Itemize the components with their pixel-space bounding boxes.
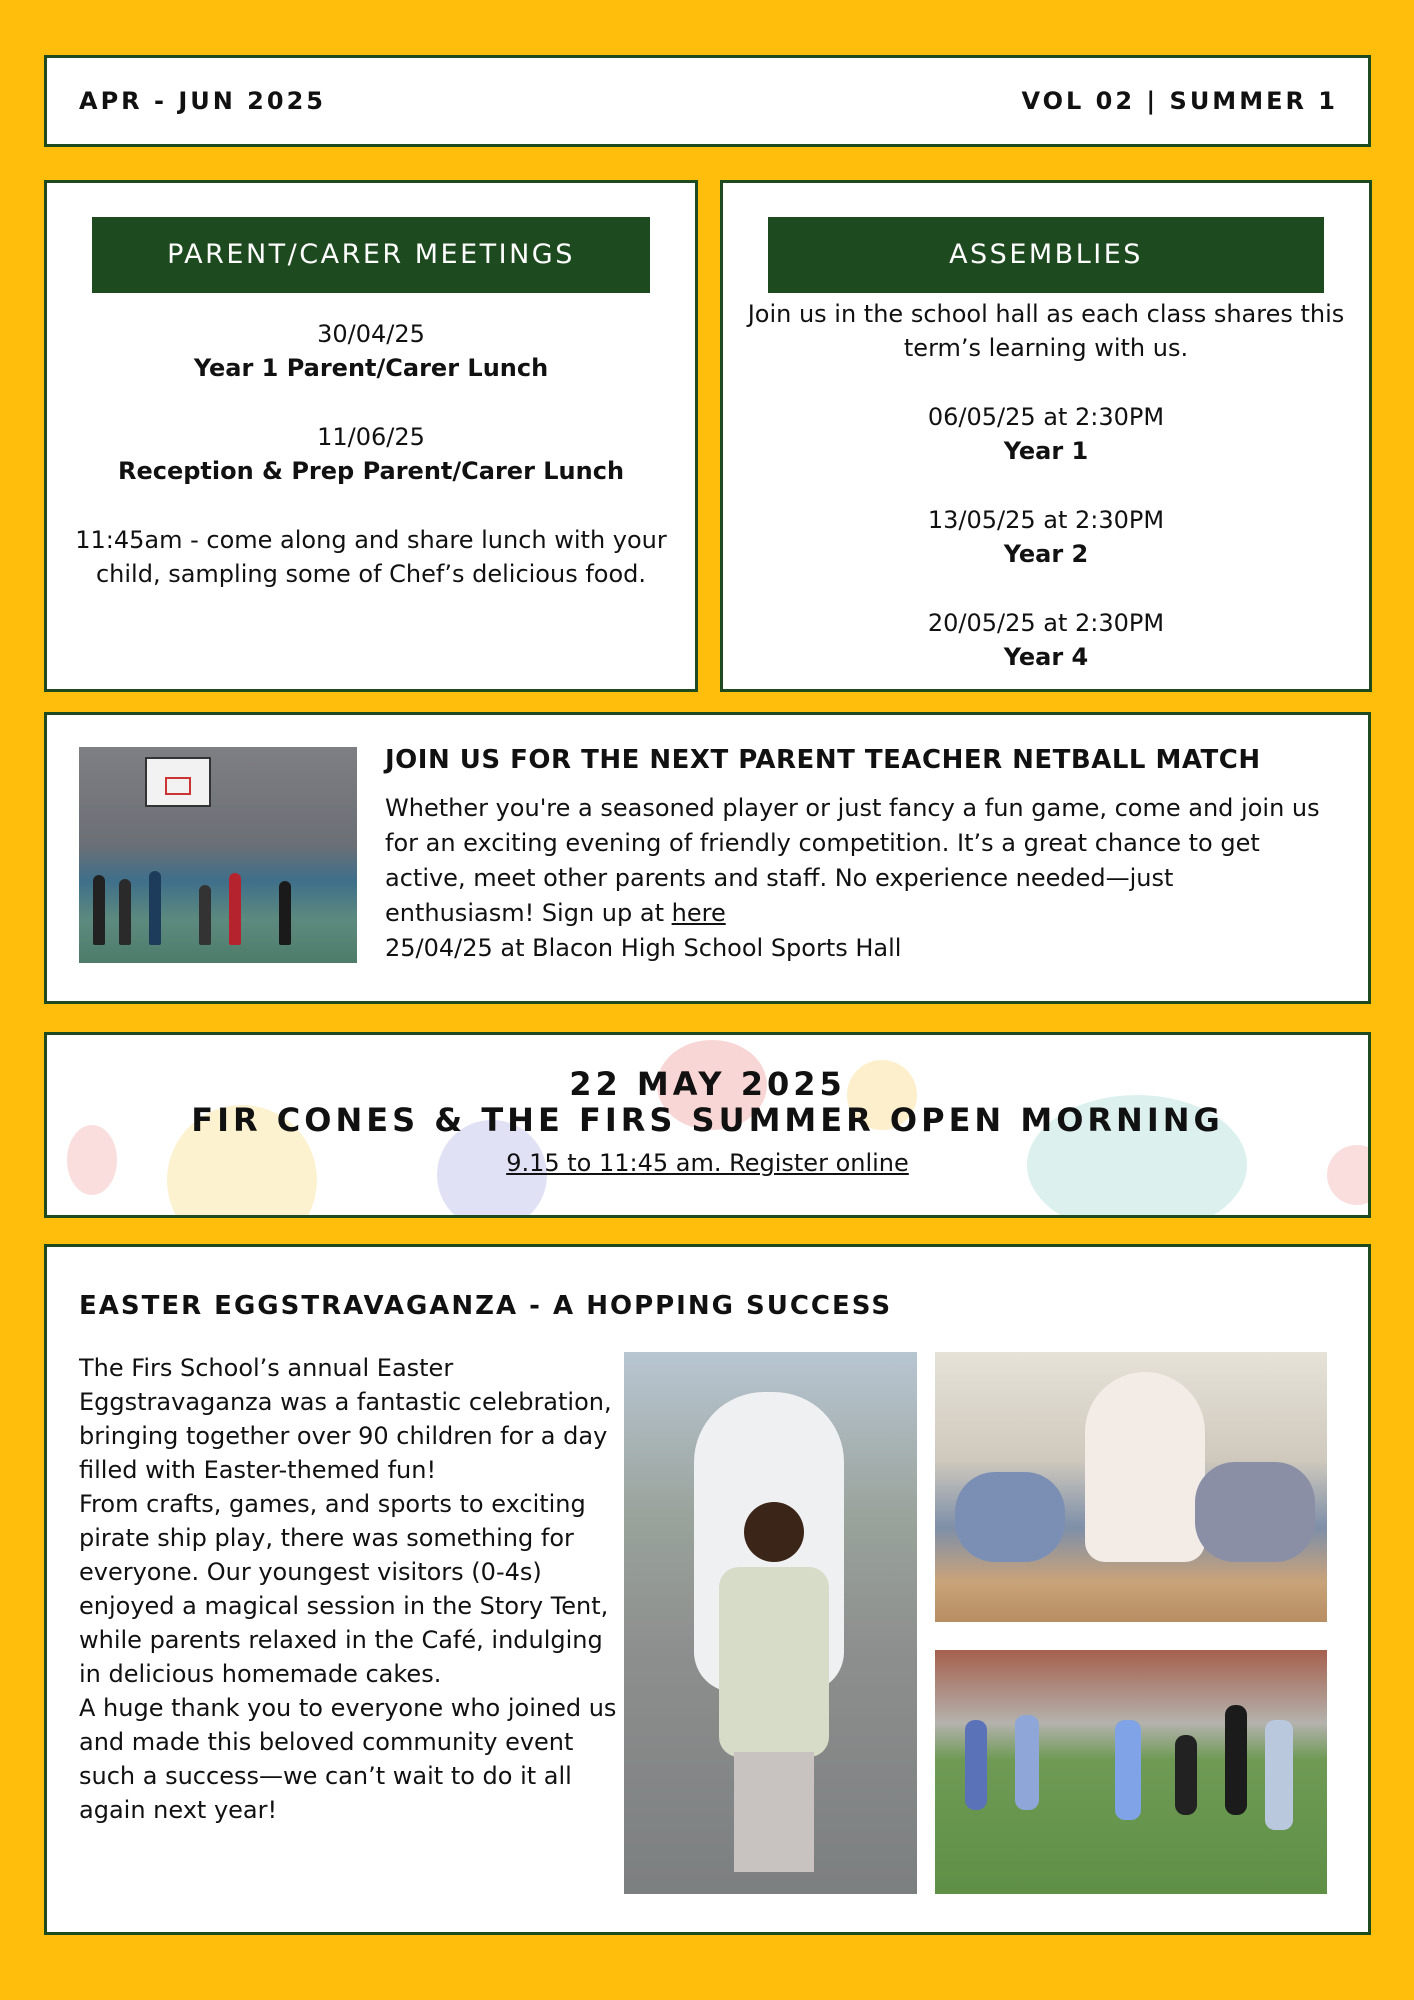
meetings-card [44,180,698,692]
netball-section [44,712,1371,1004]
basketball-hoop-icon [145,757,211,807]
easter-text [79,1351,619,1827]
event-date: 11/06/25 [317,423,425,451]
easter-bunny-photo [624,1352,917,1894]
easter-section [44,1244,1371,1935]
player-figure [93,875,105,945]
easter-paragraph: The Firs School’s annual Easter Eggstravaganza was a fantastic celebration, bringing together over 90 children for a day filled with Easter-themed fun! [79,1354,612,1484]
assembly-class: Year 2 [1003,540,1089,568]
player-figure [199,885,211,945]
netball-when: 25/04/25 at Blacon High School Sports Hall [385,934,902,962]
assemblies-body [743,297,1349,674]
assemblies-card [720,180,1372,692]
open-morning-title: FIR CONES & THE FIRS SUMMER OPEN MORNING [191,1101,1224,1139]
volume-label: VOL 02 | SUMMER 1 [1021,87,1338,115]
netball-description: Whether you're a seasoned player or just fancy a fun game, come and join us for an exciting evening of friendly competition. It’s a great chance to get active, meet other parents and staff. No experience needed—just enthusiasm! Sign up at [385,794,1320,927]
assembly-class: Year 1 [1003,437,1089,465]
open-morning-date: 22 MAY 2025 [569,1065,846,1103]
open-morning-banner [44,1032,1371,1218]
netball-text [385,791,1330,966]
player-figure [149,871,161,945]
assemblies-title: ASSEMBLIES [768,217,1324,293]
event-date: 30/04/25 [317,320,425,348]
classroom-bunny-photo [935,1352,1327,1622]
outdoor-games-photo [935,1650,1327,1894]
easter-title: EASTER EGGSTRAVAGANZA - A HOPPING SUCCESS [79,1291,893,1321]
newsletter-header [44,55,1371,147]
meetings-note: 11:45am - come along and share lunch with your child, sampling some of Chef’s delicious food. [75,526,667,588]
netball-photo [79,747,357,963]
netball-title: JOIN US FOR THE NEXT PARENT TEACHER NETBALL MATCH [385,745,1261,775]
meetings-title: PARENT/CARER MEETINGS [92,217,650,293]
register-link[interactable]: 9.15 to 11:45 am. Register online [506,1149,909,1177]
easter-paragraph: A huge thank you to everyone who joined us and made this beloved community event such a success—we can’t wait to do it all again next year! [79,1694,617,1824]
player-figure [279,881,291,945]
event-name: Reception & Prep Parent/Carer Lunch [117,457,625,485]
assembly-date: 06/05/25 at 2:30PM [927,403,1165,431]
player-figure [229,873,241,945]
easter-paragraph: From crafts, games, and sports to exciting pirate ship play, there was something for everyone. Our youngest visitors (0-4s) enjoyed a magical session in the Story Tent, while parents relaxed in the Café, indulging in delicious homemade cakes. [79,1490,609,1688]
date-range: APR - JUN 2025 [79,87,326,115]
assembly-class: Year 4 [1003,643,1089,671]
player-figure [119,879,131,945]
meetings-body [67,317,675,591]
signup-link[interactable]: here [671,899,726,927]
event-name: Year 1 Parent/Carer Lunch [193,354,549,382]
assemblies-intro: Join us in the school hall as each class shares this term’s learning with us. [747,300,1345,362]
assembly-date: 13/05/25 at 2:30PM [927,506,1165,534]
assembly-date: 20/05/25 at 2:30PM [927,609,1165,637]
